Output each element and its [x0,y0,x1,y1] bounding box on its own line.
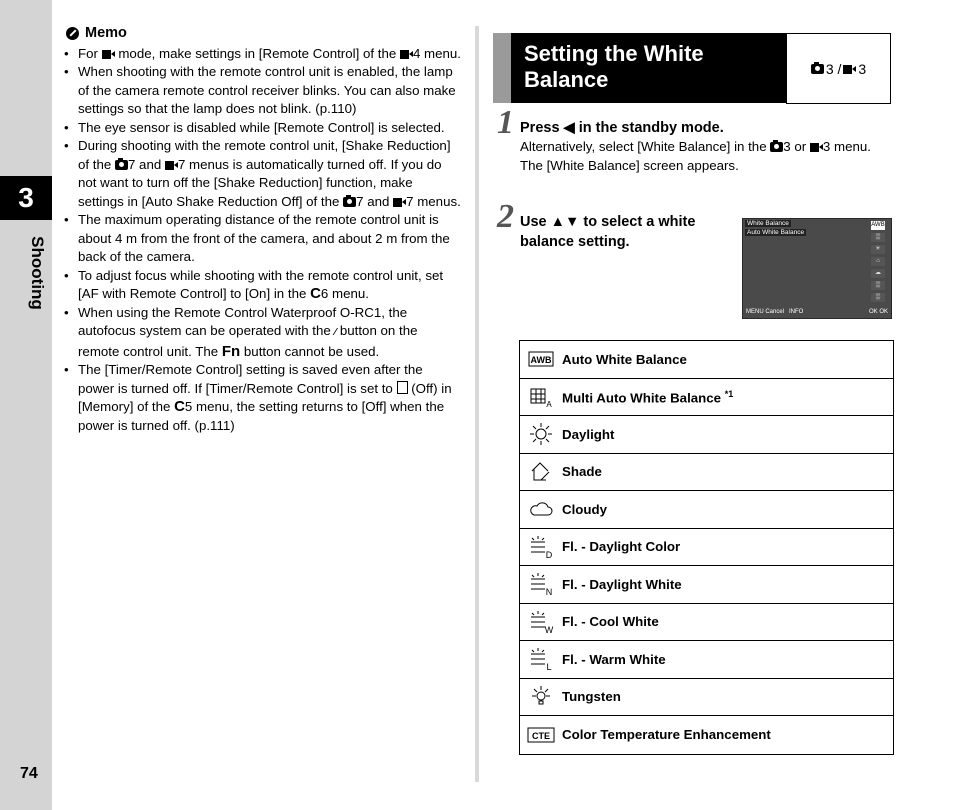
lcd-wb-item: ☁ [871,269,885,278]
lcd-wb-item: AWB [871,222,885,228]
wb-awb-icon [520,351,562,367]
wb-shade-icon [520,460,562,484]
lcd-selection: Auto White Balance [747,229,805,236]
lcd-title: White Balance [747,220,789,227]
memo-icon [66,27,79,40]
wb-cloud-icon [520,499,562,519]
lcd-wb-item: ▒ [871,293,885,302]
movie-icon [165,160,178,170]
af-icon: ⁄ [334,327,337,338]
wb-option-label: Color Temperature Enhancement [562,727,771,743]
wb-option-row [520,679,893,717]
chapter-number: 3 [0,176,52,220]
memo-item: • When using the Remote Control Waterproof O-RC1, the autofocus system can be operated with the ⁄ button on the remote control unit. The Fn button cannot be used. [62,304,462,362]
chapter-sidebar [0,0,52,810]
wb-option-label: Multi Auto White Balance $^{*1}$ [562,388,734,405]
step-1-heading: Press ◀ in the standby mode. [520,120,724,136]
camera-icon [770,142,783,152]
movie-icon [400,49,413,59]
lcd-wb-item: ☀ [871,245,885,254]
custom-c-icon: C [174,398,185,415]
wb-mawb-icon [520,386,562,408]
lcd-wb-list [871,221,887,307]
wb-w-icon [520,609,562,635]
step-1-number: 1 [497,104,514,141]
camera-icon [811,64,824,74]
wb-option-label: Daylight [562,426,615,442]
step-2-number: 2 [497,198,514,235]
movie-icon [810,142,823,152]
fn-icon: Fn [221,342,241,360]
wb-l-icon [520,646,562,672]
wb-n-icon [520,571,562,597]
wb-option-label: Fl. - Daylight White [562,576,682,592]
page-number: 74 [20,765,38,782]
wb-option-row [520,491,893,529]
step-2-heading: Use ▲▼ to select a white balance setting. [520,214,696,250]
memo-item: • The [Timer/Remote Control] setting is saved even after the power is turned off. If [Timer/Remote Control] is set to (Off) in [Memory] of the C5 menu, the setting returns to [Off] when the power is turned off. (p.111) [62,361,462,435]
wb-option-row [520,379,893,417]
wb-option-label: Fl. - Daylight Color [562,539,681,555]
camera-icon [115,160,128,170]
wb-option-row [520,641,893,679]
wb-option-label: Tungsten [562,689,621,705]
memo-item: • To adjust focus while shooting with the remote control unit, set [AF with Remote Control] to [On] in the C6 menu. [62,267,462,304]
wb-option-row [520,454,893,492]
memo-item: • When shooting with the remote control unit is enabled, the lamp of the camera remote control receiver blinks. You can also make settings so that the lamp does not blink. (p.110) [62,63,462,119]
wb-bulb-icon [520,685,562,709]
memo-item: • For mode, make settings in [Remote Control] of the 4 menu. [62,45,462,64]
lcd-info: INFO [789,309,804,315]
lcd-wb-item: ▒ [871,233,885,242]
wb-option-row [520,566,893,604]
memo-heading: Memo [66,24,462,43]
wb-option-row [520,604,893,642]
camera-icon [343,197,356,207]
wb-cte-icon [520,727,562,743]
off-icon [397,381,408,394]
movie-icon [843,64,856,74]
movie-icon [393,197,406,207]
title-accent [493,33,511,103]
wb-option-row [520,529,893,567]
wb-option-row [520,341,893,379]
memo-item: • During shooting with the remote control unit, [Shake Reduction] of the 7 and 7 menus is automatically turned off. If you do not want to turn off the [Shake Reduction] function, make settings in [Auto Shake Reduction Off] of the 7 and 7 menus. [62,137,462,211]
movie-icon [102,49,115,59]
svg-text:N: N [545,587,553,598]
up-down-arrow-icon: ▲▼ [550,214,580,230]
wb-option-label: Auto White Balance [562,351,687,367]
svg-text:D: D [545,549,553,560]
lcd-wb-item: ⌂ [871,257,885,266]
lcd-screenshot [742,218,892,319]
wb-sun-icon [520,422,562,446]
svg-text:L: L [546,662,552,673]
wb-option-row [520,416,893,454]
step-1-body: Alternatively, select [White Balance] in the 3 or 3 menu. The [White Balance] screen appears. [520,139,871,173]
lcd-cancel: MENU Cancel [746,309,785,315]
memo-item: • The maximum operating distance of the remote control unit is about 4 m from the front of the camera, and about 2 m from the back of the camera. [62,211,462,267]
lcd-wb-item: ▒ [871,281,885,290]
wb-option-label: Shade [562,464,602,480]
menu-reference: 3 / 3 [786,33,891,104]
wb-d-icon [520,534,562,560]
chapter-label: Shooting [28,236,47,310]
section-title: Setting the White Balance [524,41,704,92]
memo-item: • The eye sensor is disabled while [Remote Control] is selected. [62,119,462,138]
wb-option-label: Fl. - Cool White [562,614,659,630]
svg-text:AWB: AWB [530,355,552,366]
footnote-marker: *1 [724,388,734,399]
svg-text:A: A [546,399,552,408]
memo-section [62,24,462,435]
lcd-ok: OK OK [868,309,888,315]
memo-list [62,45,462,436]
custom-c-icon: C [310,285,321,302]
white-balance-table [519,340,894,755]
wb-option-label: Cloudy [562,501,608,517]
wb-option-label: Fl. - Warm White [562,651,666,667]
wb-option-row [520,716,893,754]
column-divider [475,26,479,782]
svg-text:CTE: CTE [532,730,550,741]
svg-text:W: W [544,624,554,635]
left-arrow-icon: ◀ [563,120,575,136]
